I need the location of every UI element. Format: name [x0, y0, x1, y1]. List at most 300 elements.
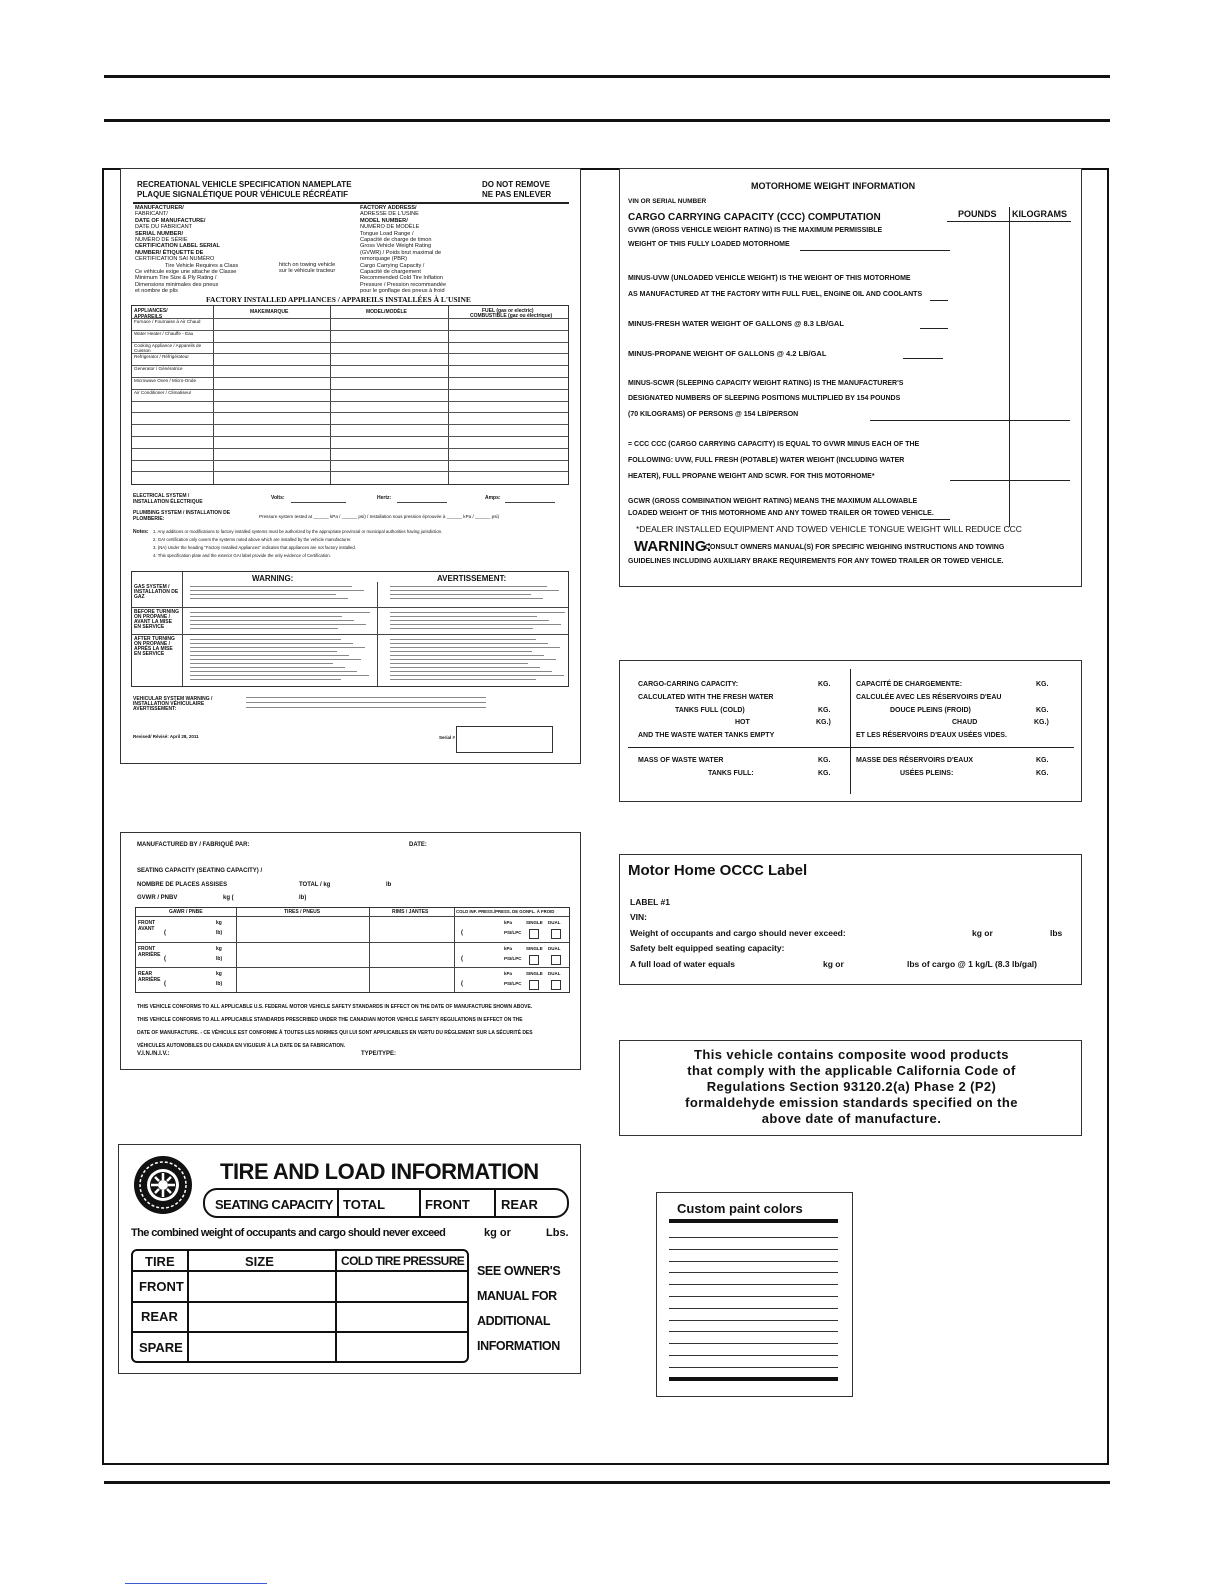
weight-line: (70 KILOGRAMS) OF PERSONS @ 154 LB/PERSON: [628, 411, 799, 418]
paint-color-line: [669, 1261, 838, 1262]
weight-line: FOLLOWING: UVW, FULL FRESH (POTABLE) WATER WEIGHT (INCLUDING WATER: [628, 457, 905, 464]
appliance-row: [132, 436, 568, 448]
col-rule: [494, 1190, 496, 1216]
waste-left-line: TANKS FULL:: [708, 770, 754, 777]
warning-text-line: [390, 620, 549, 621]
motorhome-weight-label: [619, 168, 1082, 587]
rule: [903, 358, 943, 359]
appliance-row: [132, 342, 568, 354]
volts: Volts:: [271, 495, 285, 501]
front-label: FRONT: [425, 1197, 470, 1212]
gawr-dual-label: DUAL: [548, 971, 561, 976]
field: Tongue Load Range /: [360, 230, 414, 237]
appliance-row: [132, 412, 568, 424]
field: Capacité de charge de timon: [360, 237, 432, 244]
combined-kg-or: kg or: [484, 1227, 511, 1239]
occc-kg-or: kg or: [972, 928, 993, 938]
col-rule: [335, 1251, 337, 1361]
note: 3. (NA) Under the heading "Factory Installed Appliances" indicates that appliances are not factory installed.: [153, 545, 356, 550]
rule: [800, 250, 950, 251]
occc-seatbelt: Safety belt equipped seating capacity:: [630, 943, 785, 953]
col-rule: [454, 908, 455, 992]
warning-text-line: [390, 590, 559, 591]
col-gawr: GAWR / PNBE: [169, 909, 203, 915]
weight-line: AS MANUFACTURED AT THE FACTORY WITH FULL FUEL, ENGINE OIL AND COOLANTS: [628, 291, 923, 298]
paint-color-line: [669, 1343, 838, 1344]
rule: [136, 942, 569, 943]
cargo-right-unit: KG.: [1036, 707, 1049, 714]
gawr-dual-checkbox[interactable]: [551, 955, 561, 965]
paint-color-line: [669, 1249, 838, 1250]
occc-label-no: LABEL #1: [630, 897, 670, 907]
col-make: MAKE/MARQUE: [250, 309, 289, 315]
paint-color-line: [669, 1355, 838, 1356]
warning-text-line: [190, 598, 348, 599]
appliance-row: [132, 330, 568, 342]
warning-text-line: [390, 612, 565, 613]
field: Ce véhicule exige une attache de Classe: [135, 269, 237, 276]
rule: [132, 607, 568, 608]
warning-text-line: [190, 663, 333, 664]
gawr-kg: kg: [216, 971, 222, 977]
col-fuel-fr: COMBUSTIBLE (gaz ou électrique): [470, 313, 553, 319]
weight-line: *DEALER INSTALLED EQUIPMENT AND TOWED VEHICLE TONGUE WEIGHT WILL REDUCE CCC: [636, 524, 1022, 534]
notes-label: Notes:: [133, 529, 149, 535]
nameplate-title-fr: PLAQUE SIGNALÉTIQUE POUR VÉHICULE RÉCRÉATIF: [137, 190, 348, 199]
serial-box: [456, 726, 553, 753]
warning-text-line: [390, 667, 540, 668]
waste-right-line: USÉES PLEINS:: [900, 770, 954, 777]
field: DATE DU FABRICANT: [135, 224, 193, 231]
manufactured-by: MANUFACTURED BY / FABRIQUÉ PAR:: [137, 842, 250, 848]
waste-left-unit: KG.: [818, 770, 831, 777]
pounds-header: POUNDS: [958, 209, 997, 219]
field: et nombre de plis: [135, 288, 178, 295]
appliance-row: [132, 460, 568, 472]
nameplate-title-en: RECREATIONAL VEHICLE SPECIFICATION NAMEPLATE: [137, 180, 352, 189]
warning-text-line: [190, 624, 366, 625]
gvwr-lb: lb): [299, 895, 307, 901]
field: ADRESSE DE L'USINE: [360, 211, 419, 218]
cargo-left-unit: KG.: [818, 707, 831, 714]
col-rule: [337, 1190, 339, 1216]
combined-weight: The combined weight of occupants and cargo should never exceed: [131, 1227, 446, 1239]
appliance-row: [132, 424, 568, 436]
note: 4. This specification plate and the exterior GAI label provide the only evidence of Certification.: [153, 553, 331, 558]
seating-kg: TOTAL / kg: [299, 882, 331, 888]
cargo-right-line: DOUCE PLEINS (FROID): [890, 707, 971, 714]
cargo-right-line: CALCULÉE AVEC LES RÉSERVOIRS D'EAU: [856, 694, 1002, 701]
warning-en: WARNING:: [252, 574, 294, 583]
tire-info-title: TIRE AND LOAD INFORMATION: [220, 1159, 539, 1184]
waste-left-unit: KG.: [818, 757, 831, 764]
occc-vin: VIN:: [630, 912, 647, 922]
conforms-line: VÉHICULES AUTOMOBILES DU CANADA EN VIGUEUR À LA DATE DE SA FABRICATION.: [137, 1043, 346, 1049]
cargo-right-line: ET LES RÉSERVOIRS D'EAUX USÉES VIDES.: [856, 732, 1007, 739]
cargo-right-line: CAPACITÉ DE CHARGEMENTE:: [856, 681, 963, 688]
warning-text-line: [190, 616, 342, 617]
gawr-kg: kg: [216, 946, 222, 952]
rule: [136, 916, 569, 917]
gawr-dual-label: DUAL: [548, 946, 561, 951]
gawr-paren: (: [164, 930, 166, 936]
header-rule: [104, 75, 1110, 78]
cargo-left-unit: KG.: [818, 681, 831, 688]
appliance-row: [132, 365, 568, 377]
warning-text-line: [190, 671, 357, 672]
weight-line: LOADED WEIGHT OF THIS MOTORHOME AND ANY TOWED TRAILER OR TOWED VEHICLE.: [628, 510, 934, 517]
gawr-lb: lb): [216, 956, 223, 962]
header-rule-2: [104, 119, 1110, 122]
appliance-row: [132, 471, 568, 483]
plumbing-system: PLUMBING SYSTEM / INSTALLATION DE PLOMBERIE:: [133, 510, 231, 522]
warning-text-line: [190, 675, 369, 676]
warning-text-line: [390, 651, 532, 652]
weight-line: MINUS-UVW (UNLOADED VEHICLE WEIGHT) IS THE WEIGHT OF THIS MOTORHOME: [628, 275, 911, 282]
rule: [133, 1301, 467, 1303]
gawr-row-label: FRONT AVANT: [138, 920, 156, 932]
warning-text-line: [190, 590, 364, 591]
warning-text-line: [190, 639, 341, 640]
appliance-row: [132, 401, 568, 413]
cargo-left-line: HOT: [735, 719, 750, 726]
tire-icon: [132, 1154, 194, 1216]
appliance-label: Microwave Oven / Micro-Onde: [134, 378, 197, 383]
weight-line: MINUS-PROPANE WEIGHT OF GALLONS @ 4.2 LB/GAL: [628, 349, 827, 358]
gawr-psi: PSI/LPC: [504, 981, 522, 986]
composite-line: that comply with the applicable California Code of: [687, 1063, 1016, 1078]
warning-text-line: [190, 628, 338, 629]
cargo-left-line: CALCULATED WITH THE FRESH WATER: [638, 694, 774, 701]
rule: [669, 1219, 838, 1223]
field: FACTORY ADDRESS/: [360, 205, 417, 211]
waste-left-line: MASS OF WASTE WATER: [638, 757, 724, 764]
composite-line: Regulations Section 93120.2(a) Phase 2 (P2): [706, 1079, 997, 1094]
gawr-row-label: FRONT ARRIÈRE: [138, 946, 161, 958]
conforms-line: THIS VEHICLE CONFORMS TO ALL APPLICABLE STANDARDS PRESCRIBED UNDER THE CANADIAN MOTOR VEHICLE SAFETY REGULATIONS IN EFFECT ON THE: [137, 1017, 523, 1023]
appliance-row: [132, 448, 568, 460]
type-label: TYPE/TYPE:: [361, 1051, 397, 1057]
occc-water-a: A full load of water equals: [630, 959, 736, 969]
gawr-paren: (: [164, 956, 166, 962]
field: DATE OF MANUFACTURE/: [135, 217, 206, 224]
cargo-right-line: CHAUD: [952, 719, 978, 726]
gawr-single-label: SINGLE: [526, 971, 543, 976]
occc-label: [619, 854, 1082, 985]
field: NUMÉRO DE MODÈLE: [360, 224, 420, 231]
pressure-text: Pressure system tested at ______ kPa / ______ psi) / Installation sous pression éprouvée à ______ kPa / ______ psi): [259, 514, 500, 519]
paint-color-line: [669, 1367, 838, 1368]
composite-wood-label: [619, 1040, 1082, 1136]
vehicular-text-line: [246, 707, 486, 708]
rule: [669, 1377, 838, 1381]
appliance-label: Generator / Génératrice: [134, 366, 183, 372]
warning-text-line: [190, 612, 370, 613]
warning-text-line: [390, 659, 556, 660]
warning-text-line: [390, 663, 528, 664]
rear-label: REAR: [501, 1197, 538, 1212]
gawr-kpa: kPa: [504, 946, 513, 951]
weight-warning-word: WARNING:: [634, 538, 712, 555]
warning-row-before: BEFORE TURNING ON PROPANE / AVANT LA MISE EN SERVICE: [134, 609, 179, 630]
field: Dimensions minimales des pneus: [135, 281, 219, 288]
warning-fr: AVERTISSEMENT:: [437, 574, 507, 583]
seating-bar: [203, 1188, 569, 1218]
total-label: TOTAL: [343, 1197, 386, 1212]
appliance-label: Water Heater / Chauffe - Eau: [134, 330, 194, 336]
notes: [153, 528, 563, 560]
warning-text-line: [190, 655, 349, 656]
field: NUMÉRO DE SÉRIE: [135, 237, 188, 244]
cargo-capacity-label: [619, 660, 1082, 802]
row-spare: SPARE: [139, 1340, 183, 1355]
weight-line: MINUS-FRESH WATER WEIGHT OF GALLONS @ 8.3 LB/GAL: [628, 319, 844, 328]
kilograms-header: KILOGRAMS: [1012, 209, 1067, 219]
nameplate-left-fields: [135, 205, 340, 295]
warning-text-line: [390, 628, 533, 629]
ne-pas-enlever: NE PAS ENLEVER: [482, 190, 552, 199]
weight-line: DESIGNATED NUMBERS OF SLEEPING POSITIONS MULTIPLIED BY 154 POUNDS: [628, 395, 901, 402]
seating-capacity: SEATING CAPACITY (SEATING CAPACITY) /: [137, 868, 263, 874]
footer-rule: [104, 1481, 1110, 1484]
col-cold-inf: COLD INF. PRESS./PRESS. DE GONFL. À FROID: [456, 909, 555, 914]
tire-load-info-label: [118, 1144, 581, 1374]
gawr-single-checkbox[interactable]: [529, 980, 539, 990]
field: remorquage (PBR): [360, 256, 407, 263]
col-size: SIZE: [245, 1254, 274, 1269]
warning-text-line: [390, 616, 537, 617]
warning-text-line: [390, 647, 560, 648]
warning-text-line: [190, 620, 354, 621]
appliance-label: Air Conditioner / Climatiseur: [134, 389, 192, 395]
cargo-left-line: AND THE WASTE WATER TANKS EMPTY: [638, 732, 775, 739]
electrical-system: ELECTRICAL SYSTEM / INSTALLATION ÉLECTRIQUE: [133, 493, 203, 505]
warning-text-line: [190, 651, 337, 652]
rule: [397, 502, 447, 503]
weight-line: GVWR (GROSS VEHICLE WEIGHT RATING) IS THE MAXIMUM PERMISSIBLE: [628, 227, 883, 234]
vehicular-text-line: [246, 697, 486, 698]
certification-tire-label: [120, 832, 581, 1070]
rule: [920, 328, 948, 329]
see-manual-line: ADDITIONAL: [477, 1314, 551, 1328]
weight-vin: VIN OR SERIAL NUMBER: [628, 198, 707, 205]
warning-text-line: [190, 594, 336, 595]
appliance-label: Furnace / Fournaise à Air Chaud: [134, 319, 201, 324]
gawr-psi: PSI/LPC: [504, 930, 522, 935]
hitch-text-1: hitch on towing vehicle: [279, 262, 336, 268]
field: Recommended Cold Tire Inflation: [360, 275, 444, 282]
gawr-kpa: kPa: [504, 971, 513, 976]
ccc-title: CARGO CARRYING CAPACITY (CCC) COMPUTATION: [628, 212, 881, 223]
gawr-dual-checkbox[interactable]: [551, 929, 561, 939]
col-rule: [182, 572, 183, 686]
tire-table: [131, 1249, 469, 1363]
gawr-lb: lb): [216, 930, 223, 936]
gawr-dual-checkbox[interactable]: [551, 980, 561, 990]
weight-line: = CCC CCC (CARGO CARRYING CAPACITY) IS EQUAL TO GVWR MINUS EACH OF THE: [628, 441, 920, 448]
gawr-table: [135, 907, 570, 993]
warning-text-line: [390, 639, 536, 640]
waste-right-line: MASSE DES RÉSERVOIRS D'EAUX: [856, 757, 974, 764]
manufactured-date: DATE:: [409, 842, 427, 848]
gawr-single-label: SINGLE: [526, 920, 543, 925]
see-manual: [477, 1259, 560, 1359]
col-rule: [236, 908, 237, 992]
cargo-right-unit: KG.: [1036, 681, 1049, 688]
appliance-row: [132, 353, 568, 365]
paint-color-line: [669, 1296, 838, 1297]
gawr-psi: PSI/LPC: [504, 956, 522, 961]
warning-text-line: [390, 594, 531, 595]
gawr-row-label: REAR ARRIÈRE: [138, 971, 161, 983]
occc-title: Motor Home OCCC Label: [628, 862, 808, 879]
custom-paint-colors-label: [656, 1192, 853, 1397]
gawr-single-checkbox[interactable]: [529, 929, 539, 939]
seating-fr: NOMBRE DE PLACES ASSISES: [137, 882, 228, 888]
field: Gross Vehicle Weight Rating: [360, 243, 432, 250]
col-rule: [419, 1190, 421, 1216]
col-model: MODEL/MODÈLE: [366, 309, 407, 315]
field: Pressure / Pression recommandée: [360, 281, 447, 288]
hitch-text-2: sur le véhicule tracteur: [279, 268, 336, 274]
field: (GVWR) / Poids brut maximal de: [360, 249, 442, 256]
field: SERIAL NUMBER/: [135, 230, 184, 237]
gawr-paren: (: [461, 981, 463, 987]
weight-warning-text-1: CONSULT OWNERS MANUAL(S) FOR SPECIFIC WEIGHING INSTRUCTIONS AND TOWING: [705, 544, 1005, 551]
col-fuel: FUEL (gas or electric): [482, 308, 534, 314]
col-pressure: COLD TIRE PRESSURE: [341, 1254, 465, 1268]
see-manual-line: INFORMATION: [477, 1339, 560, 1353]
col-rule: [850, 669, 851, 794]
warning-text-line: [390, 675, 564, 676]
weight-warning-text-2: GUIDELINES INCLUDING AUXILIARY BRAKE REQUIREMENTS FOR ANY TOWED TRAILER OR TOWED VEHICLE.: [628, 558, 1004, 565]
warning-text-line: [390, 671, 552, 672]
weight-line: WEIGHT OF THIS FULLY LOADED MOTORHOME: [628, 241, 790, 248]
gawr-kpa: kPa: [504, 920, 513, 925]
cargo-left-line: CARGO-CARRING CAPACITY:: [638, 681, 739, 688]
row-rear: REAR: [141, 1309, 178, 1324]
rule: [930, 300, 948, 301]
weight-line: HEATER), FULL PROPANE WEIGHT AND SCWR. FOR THIS MOTORHOME*: [628, 473, 875, 480]
field: FABRICANT/: [135, 211, 168, 218]
vin-label: V.I.N./N.I.V.:: [137, 1051, 170, 1057]
warning-text-line: [390, 643, 548, 644]
seating-lb: lb: [386, 882, 392, 888]
rule: [136, 967, 569, 968]
col-tire: TIRE: [145, 1254, 175, 1269]
col-rims: RIMS / JANTES: [392, 909, 429, 915]
do-not-remove: DO NOT REMOVE: [482, 180, 551, 189]
warning-text-line: [190, 643, 353, 644]
rule: [505, 502, 555, 503]
warning-row-gas: GAS SYSTEM / INSTALLATION DE GAZ: [134, 584, 179, 600]
warning-row-after: AFTER TURNING ON PROPANE / APRÈS LA MISE EN SERVICE: [134, 636, 175, 657]
appliances-table: [131, 305, 569, 485]
warning-text-line: [390, 586, 547, 587]
field: pour le gonflage des pneus à froid: [360, 288, 445, 295]
gawr-paren: (: [461, 956, 463, 962]
warning-text-line: [190, 586, 352, 587]
revised-date: Revised/ Révisé: April 28, 2011: [133, 734, 199, 739]
gawr-dual-label: DUAL: [548, 920, 561, 925]
appliance-row: [132, 377, 568, 389]
appliances-heading: FACTORY INSTALLED APPLIANCES / APPAREILS INSTALLÉES À L'USINE: [206, 295, 471, 304]
occc-water-b: kg or: [823, 959, 844, 969]
vehicular-system-warning: VEHICULAR SYSTEM WARNING / INSTALLATION VÉHICULAIRE AVERTISSEMENT:: [133, 696, 213, 712]
warning-text-line: [190, 667, 345, 668]
cargo-left-unit: KG.): [816, 719, 831, 726]
nameplate-right-fields: [360, 205, 570, 295]
col-appliances: APPLIANCES/ APPAREILS: [134, 308, 168, 320]
appliance-row: [132, 318, 568, 330]
row-front: FRONT: [139, 1279, 184, 1294]
gawr-lb: lb): [216, 981, 223, 987]
rv-specification-nameplate: [120, 168, 581, 764]
waste-right-unit: KG.: [1036, 757, 1049, 764]
gawr-kg: kg: [216, 920, 222, 926]
serial-label: Serial #: [439, 735, 456, 740]
composite-line: above date of manufacture.: [761, 1111, 942, 1126]
footer-link-underline: [125, 1583, 267, 1584]
weight-line: MINUS-SCWR (SLEEPING CAPACITY WEIGHT RATING) IS THE MANUFACTURER'S: [628, 380, 904, 387]
rule: [133, 1331, 467, 1333]
appliance-row: [132, 389, 568, 401]
warning-text-line: [390, 624, 561, 625]
appliance-label: Refrigerator / Réfrigérateur: [134, 354, 189, 360]
field: Tire Vehicle Requires a Class: [165, 262, 239, 269]
col-tires: TIRES / PNEUS: [284, 909, 321, 915]
col-rule: [369, 908, 370, 992]
rule: [291, 502, 346, 503]
warning-table: [131, 571, 569, 687]
paint-color-line: [669, 1272, 838, 1273]
weight-line: GCWR (GROSS COMBINATION WEIGHT RATING) MEANS THE MAXIMUM ALLOWABLE: [628, 498, 918, 505]
seating-capacity-label: SEATING CAPACITY: [215, 1197, 333, 1212]
col-rule: [1009, 207, 1010, 527]
warning-text-line: [390, 598, 543, 599]
combined-lbs: Lbs.: [546, 1227, 569, 1239]
field: Capacité de chargement: [360, 269, 421, 276]
waste-right-unit: KG.: [1036, 770, 1049, 777]
conforms-line: DATE OF MANUFACTURE. - CE VÉHICULE EST CONFORME À TOUTES LES NORMES QUI LUI SONT APPLICABLES EN VERTU DU RÈGLEMENT SUR LA SÉCURITÉ DES: [137, 1030, 533, 1036]
hertz: Hertz:: [377, 495, 392, 501]
gvwr: GVWR / PNBV: [137, 895, 178, 901]
field: CERTIFICATION LABEL SERIAL: [135, 243, 220, 250]
field: MODEL NUMBER/: [360, 217, 408, 224]
rule: [870, 420, 1070, 421]
cargo-left-line: TANKS FULL (COLD): [675, 707, 745, 714]
occc-water-c: lbs of cargo @ 1 kg/L (8.3 lb/gal): [907, 959, 1037, 969]
rule: [920, 519, 950, 520]
gawr-single-label: SINGLE: [526, 946, 543, 951]
composite-line: formaldehyde emission standards specified on the: [685, 1095, 1018, 1110]
field: Minimum Tire Size & Ply Rating /: [135, 275, 217, 282]
occc-weight: Weight of occupants and cargo should never exceed:: [630, 928, 846, 938]
composite-line: This vehicle contains composite wood products: [694, 1047, 1009, 1062]
rule: [947, 221, 1071, 222]
occc-lbs: lbs: [1050, 928, 1063, 938]
field: CERTIFICATION SAI NUMÉRO: [135, 256, 215, 263]
amps: Amps:: [485, 495, 501, 501]
rule: [950, 480, 1070, 481]
field: MANUFACTURER/: [135, 205, 184, 211]
vehicular-text-line: [246, 702, 486, 703]
gawr-single-checkbox[interactable]: [529, 955, 539, 965]
composite-text: [624, 1047, 1079, 1127]
conforms-line: THIS VEHICLE CONFORMS TO ALL APPLICABLE U.S. FEDERAL MOTOR VEHICLE SAFETY STANDARDS IN EFFECT ON THE DATE OF MANUFACTURE SHOWN ABOVE.: [137, 1004, 533, 1010]
see-manual-line: MANUAL FOR: [477, 1289, 557, 1303]
warning-text-line: [390, 679, 536, 680]
